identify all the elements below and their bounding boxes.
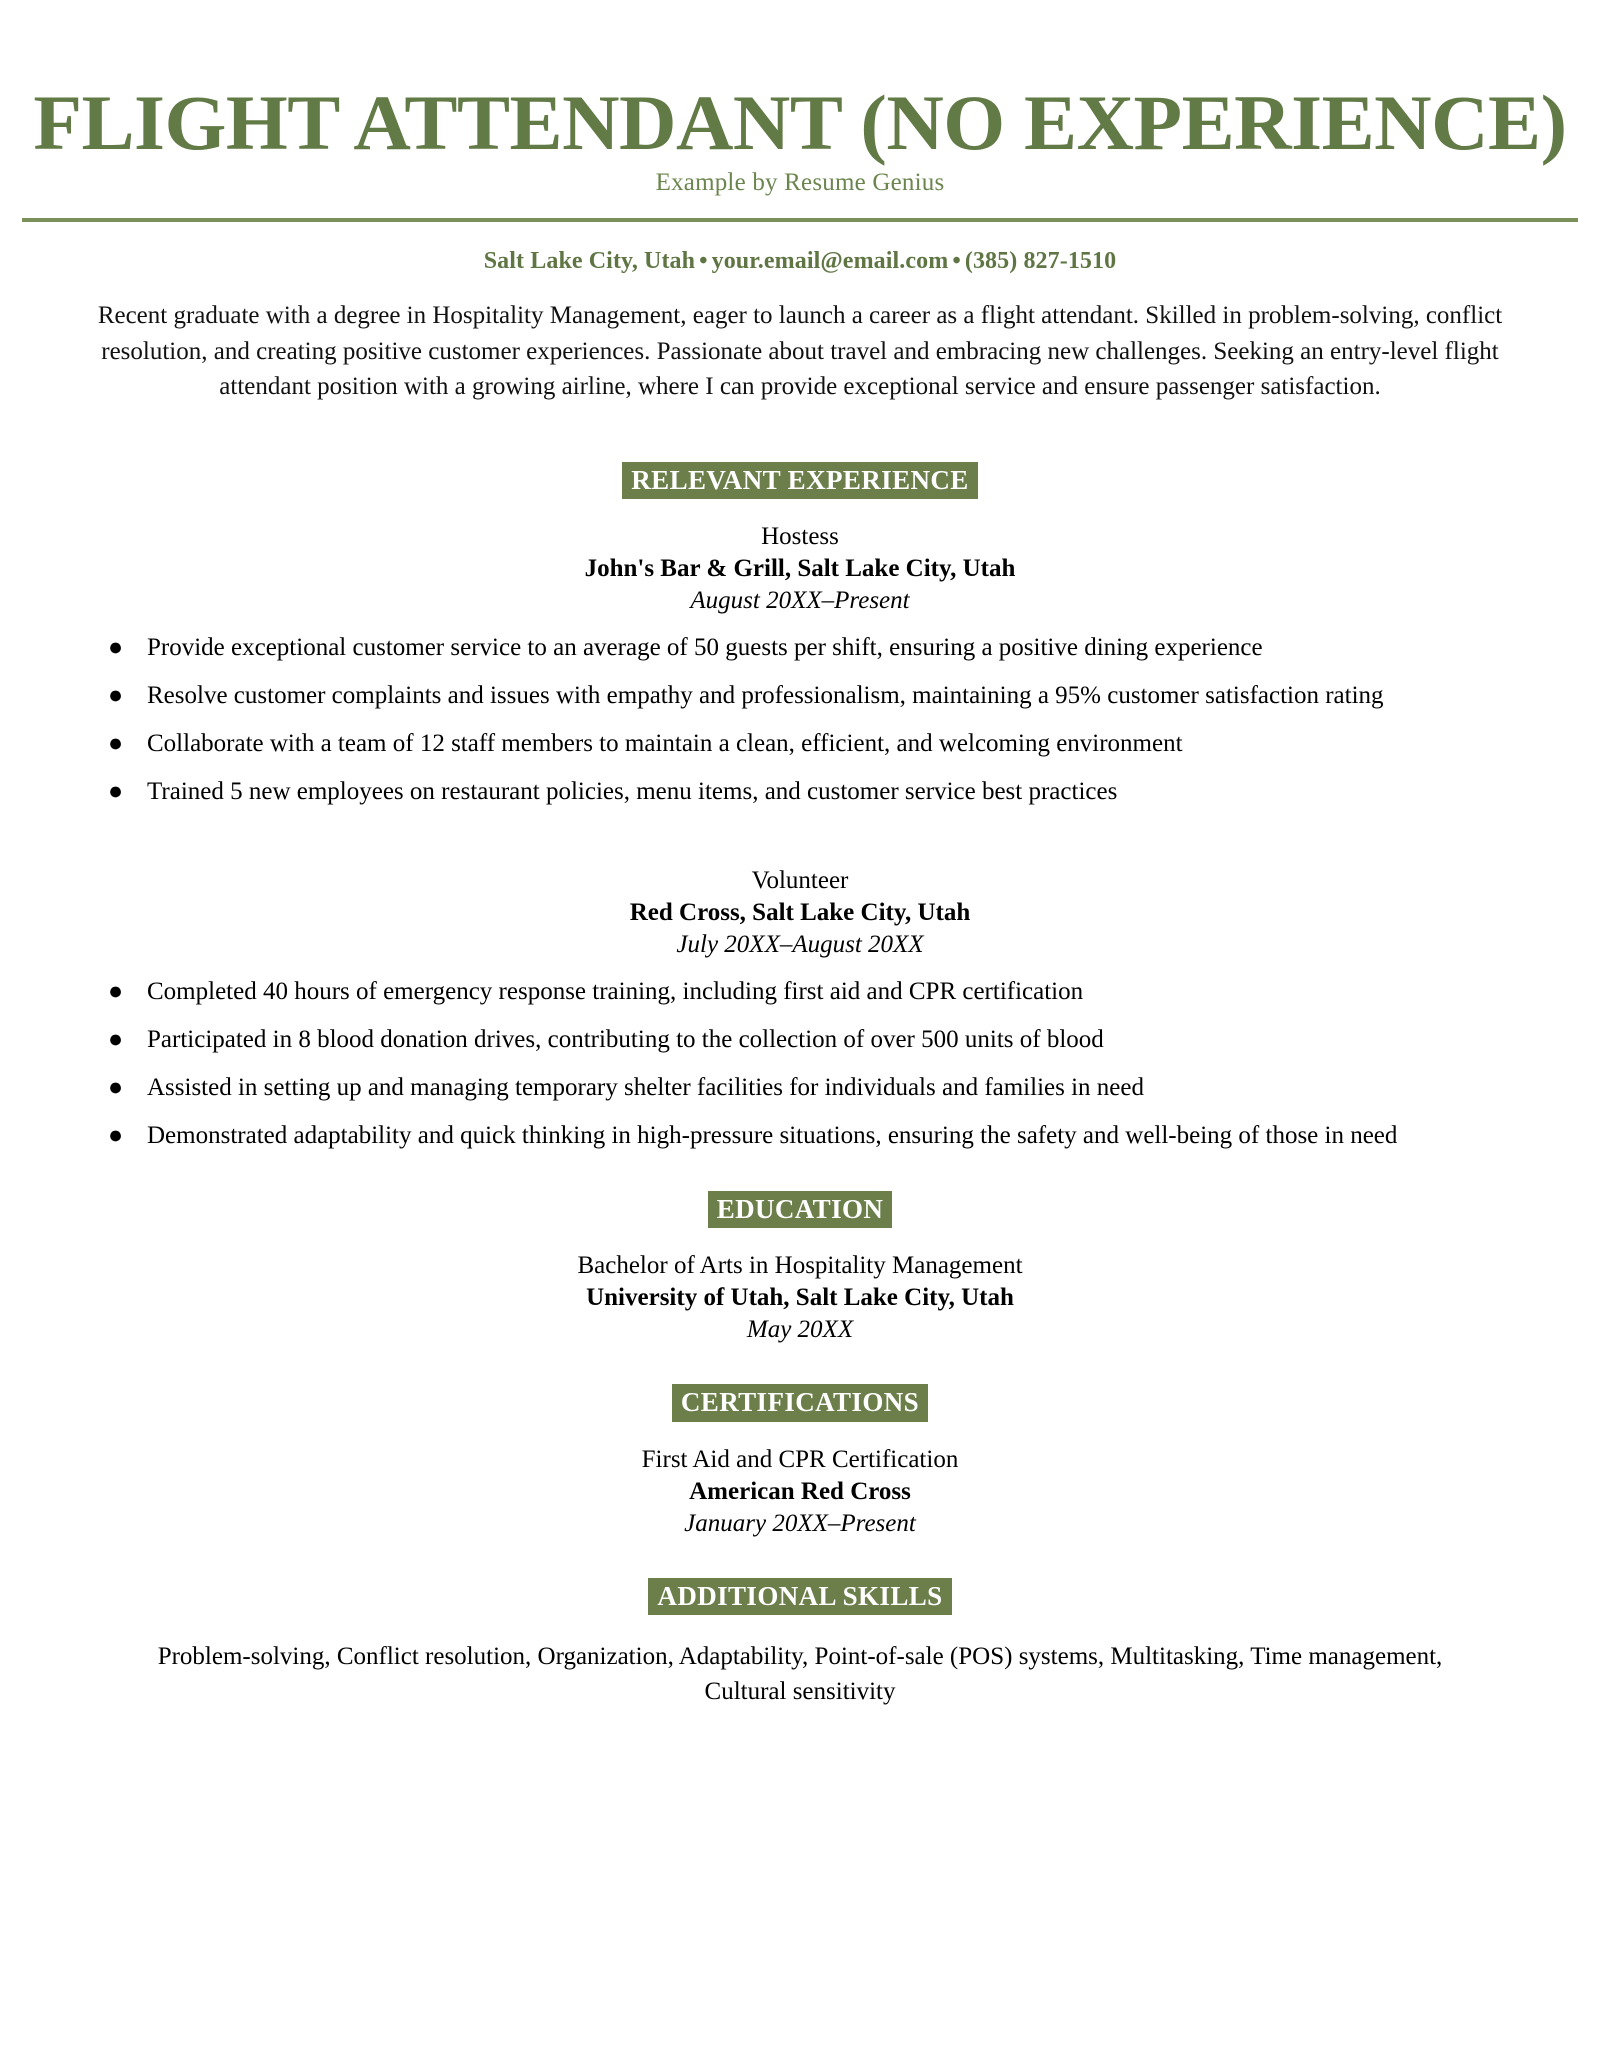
section-heading-skills: ADDITIONAL SKILLS [648,1578,951,1615]
section-heading-certifications: CERTIFICATIONS [672,1384,928,1421]
company-name: John's Bar & Grill, Salt Lake City, Utah [584,555,1016,583]
section-certifications-heading-wrap [22,1384,1578,1421]
contact-location: Salt Lake City, Utah [483,248,696,275]
list-item-text: Provide exceptional customer service to an average of 50 guests per shift, ensuring a positive dining experience [147,634,1263,662]
contact-separator-2: • [952,248,961,275]
company-name: Red Cross, Salt Lake City, Utah [629,899,971,927]
experience-entry [22,865,1578,961]
education-entry [22,1250,1578,1346]
list-item-text: Assisted in setting up and managing temporary shelter facilities for individuals and families in need [147,1074,1144,1102]
bullet-icon: ● [108,778,124,806]
contact-email[interactable]: your.email@email.com [711,248,949,275]
spacer [22,1346,1578,1384]
spacer [22,405,1578,462]
list-item-text: Resolve customer complaints and issues with empathy and professionalism, maintaining a 95% customer satisfaction rating [147,682,1384,710]
spacer [22,1540,1578,1578]
bullet-icon: ● [108,1026,124,1054]
bullet-icon: ● [108,682,124,710]
section-heading-experience: RELEVANT EXPERIENCE [622,462,977,499]
resume-header [22,0,1578,222]
list-item [22,1119,1548,1153]
section-experience-heading-wrap [22,462,1578,499]
contact-line [22,248,1578,275]
bullet-icon: ● [108,1122,124,1150]
resume-subtitle: Example by Resume Genius [655,169,945,197]
spacer [22,1153,1578,1191]
contact-separator-1: • [699,248,708,275]
job-dates: August 20XX–Present [690,587,910,615]
degree-name: Bachelor of Arts in Hospitality Management [577,1252,1023,1280]
certification-name: First Aid and CPR Certification [641,1445,959,1473]
list-item [22,631,1548,665]
spacer [22,809,1578,865]
experience-bullet-list [22,631,1578,809]
bullet-icon: ● [108,634,124,662]
list-item [22,975,1548,1009]
section-skills-heading-wrap [22,1578,1578,1615]
list-item-text: Completed 40 hours of emergency response training, including first aid and CPR certification [147,978,1084,1006]
list-item-text: Trained 5 new employees on restaurant policies, menu items, and customer service best practices [147,778,1118,806]
certification-issuer: American Red Cross [689,1477,911,1505]
graduation-date: May 20XX [746,1316,854,1344]
list-item-text: Participated in 8 blood donation drives, contributing to the collection of over 500 units of blood [147,1026,1104,1054]
section-education-heading-wrap [22,1191,1578,1228]
professional-summary: Recent graduate with a degree in Hospitality Management, eager to launch a career as a flight attendant. Skilled in problem-solving, conflict resolution, and creating positive customer experiences. Passionate about travel and embracing new challenges. Seeking an entry-level flight attendant position with a growing airline, where I can provide exceptional service and ensure passenger satisfaction. [97,302,1503,401]
page-title: FLIGHT ATTENDANT (NO EXPERIENCE) [33,79,1567,166]
skills-list: Problem-solving, Conflict resolution, Organization, Adaptability, Point-of-sale (POS) systems, Multitasking, Time management, Cultural sensitivity [157,1642,1443,1706]
list-item [22,679,1548,713]
volunteer-bullet-list [22,975,1578,1153]
job-title: Hostess [761,523,839,551]
list-item [22,727,1548,761]
section-heading-education: EDUCATION [708,1191,893,1228]
institution-name: University of Utah, Salt Lake City, Utah [586,1284,1014,1312]
certification-entry [22,1444,1578,1540]
experience-entry [22,521,1578,617]
contact-phone[interactable]: (385) 827-1510 [964,248,1117,275]
bullet-icon: ● [108,978,124,1006]
list-item [22,1071,1548,1105]
bullet-icon: ● [108,1074,124,1102]
list-item [22,1023,1548,1057]
list-item-text: Collaborate with a team of 12 staff members to maintain a clean, efficient, and welcoming environment [147,730,1183,758]
header-divider [22,218,1578,222]
job-title: Volunteer [751,867,849,895]
list-item [22,775,1548,809]
certification-dates: January 20XX–Present [684,1509,916,1537]
job-dates: July 20XX–August 20XX [676,931,924,959]
list-item-text: Demonstrated adaptability and quick thinking in high-pressure situations, ensuring the safety and well-being of those in need [147,1122,1398,1150]
bullet-icon: ● [108,730,124,758]
